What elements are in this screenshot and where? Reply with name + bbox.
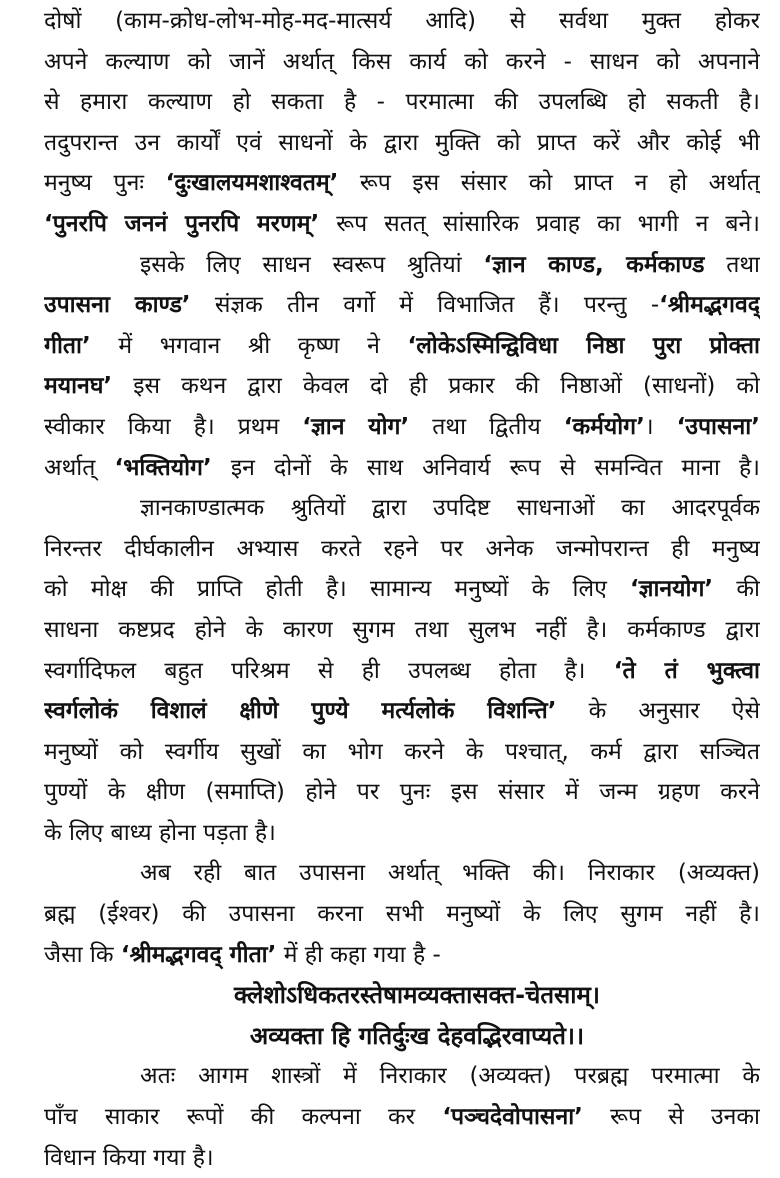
paragraph-start-line [44,853,760,894]
paragraph-start-line [44,245,760,286]
bold-text-segment: ‘पञ्चदेवोपासना’ [442,1104,583,1131]
text-line [44,204,760,245]
text-line [44,326,760,367]
bold-text-segment: ‘ते तं भुक्त्वा [613,657,760,684]
text-segment: अतः आगम शास्त्रों में निराकार (अव्यक्त) परब्रह्म परमात्मा के [140,1063,760,1090]
paragraph-end-line [44,813,760,854]
text-line [44,1097,760,1138]
text-segment: मनुष्य पुनः [44,170,166,197]
text-line [44,163,760,204]
text-segment: तथा द्वितीय [409,413,564,440]
text-segment: रूप इस संसार को प्राप्त न हो अर्थात् [338,170,760,197]
bold-text-segment: स्वर्गलोकं विशालं क्षीणे पुण्ये मर्त्यलोकं विशन्ति’ [44,698,557,725]
bold-text-segment: ‘कर्मयोग’ [563,413,645,440]
verse-line-1 [44,975,760,1016]
text-segment: से हमारा कल्याण हो सकता है - परमात्मा की उपलब्धि हो सकती है। [44,89,760,116]
text-segment: इन दोनों के साथ अनिवार्य रूप से समन्वित माना है। [211,454,760,481]
bold-text-segment: ‘उपासना’ [676,413,760,440]
bold-text-segment: ‘श्रीमद्भगवद् गीता’ [120,941,277,968]
text-segment: को मोक्ष की प्राप्ति होती है। सामान्य मनुष्यों के लिए [44,576,630,603]
text-line [44,123,760,164]
text-segment: इसके लिए साधन स्वरूप श्रुतियां [140,251,484,278]
bold-text-segment: ‘दुःखालयमशाश्वतम्’ [165,170,339,197]
bold-text-segment: उपासना काण्ड’ [44,292,191,319]
bold-text-segment: गीता’ [44,332,91,359]
text-segment: की [713,576,760,603]
bold-text-segment: ‘श्रीमद्भगवद् [659,292,760,319]
text-segment: निरन्तर दीर्घकालीन अभ्यास करते रहने पर अनेक जन्मोपरान्त ही मनुष्य [44,535,760,562]
text-segment: पुण्यों के क्षीण (समाप्ति) होने पर पुनः इस संसार में जन्म ग्रहण करने [44,779,760,806]
paragraph-start-line [44,488,760,529]
bold-text-segment: ‘ज्ञान योग’ [302,413,410,440]
text-line [44,366,760,407]
text-segment: में ही कहा गया है - [276,941,441,968]
text-segment: रूप से उनका [582,1104,760,1131]
paragraph-end-line [44,1138,760,1178]
text-segment: जैसा कि [44,941,121,968]
text-line [44,894,760,935]
document-page [0,1,780,1171]
text-segment: पाँच साकार रूपों की कल्पना कर [44,1104,443,1131]
text-segment: ब्रह्म (ईश्वर) की उपासना करना सभी मनुष्यों के लिए सुगम नहीं है। [44,901,760,928]
text-segment: में भगवान श्री कृष्ण ने [90,332,408,359]
text-segment: इस कथन द्वारा केवल दो ही प्रकार की निष्ठाओं (साधनों) को [112,373,760,400]
bold-text-segment: ‘लोकेऽस्मिन्द्विविधा निष्ठा पुरा प्रोक्ता [407,332,760,359]
text-segment: अब रही बात उपासना अर्थात् भक्ति की। निराकार (अव्यक्त) [140,860,760,887]
text-segment: संज्ञक तीन वर्गो में विभाजित हैं। परन्तु - [190,292,660,319]
text-line [44,529,760,570]
text-segment: तथा [704,251,760,278]
text-segment: के अनुसार ऐसे [556,698,760,725]
text-segment: अर्थात् [44,454,115,481]
paragraph-start-line [44,1056,760,1097]
text-segment: के लिए बाध्य होना पड़ता है। [44,819,276,846]
text-line [44,1,760,42]
text-line [44,285,760,326]
text-segment: स्वर्गादिफल बहुत परिश्रम से ही उपलब्ध होता है। [44,657,614,684]
text-line [44,610,760,651]
text-segment: रूप सतत् सांसारिक प्रवाह का भागी न बने। [319,210,760,237]
text-segment: ज्ञानकाण्डात्मक श्रुतियों द्वारा उपदिष्ट साधनाओं का आदरपूर्वक [140,495,760,522]
text-segment: साधना कष्टप्रद होने के कारण सुगम तथा सुलभ नहीं है। कर्मकाण्ड द्वारा [44,616,760,643]
text-line [44,407,760,448]
text-segment: दोषों (काम-क्रोध-लोभ-मोह-मद-मात्सर्य आदि) से सर्वथा मुक्त होकर [44,8,760,34]
bold-text-segment: अव्यक्ता हि गतिर्दुःख देहवद्भिरवाप्यते।। [249,1021,585,1050]
bold-text-segment: मयानघ’ [44,373,113,400]
text-segment: स्वीकार किया है। प्रथम [44,413,303,440]
text-line [44,42,760,83]
text-line [44,82,760,123]
bold-text-segment: ‘ज्ञान काण्ड, कर्मकाण्ड [483,251,705,278]
text-line [44,772,760,813]
text-segment: तदुपरान्त उन कार्यों एवं साधनों के द्वारा मुक्ति को प्राप्त करें और कोई भी [44,129,760,156]
text-segment: अपने कल्याण को जानें अर्थात् किस कार्य को करने - साधन को अपनाने [44,48,760,75]
text-line [44,691,760,732]
text-line [44,448,760,489]
text-line [44,732,760,773]
bold-text-segment: ‘पुनरपि जननं पुनरपि मरणम्’ [44,210,320,237]
text-line [44,651,760,692]
bold-text-segment: क्लेशोऽधिकतरस्तेषामव्यक्तासक्त-चेतसाम्। [234,981,600,1010]
text-segment: । [644,413,677,440]
verse-line-2 [44,1016,760,1057]
text-segment: मनुष्यों को स्वर्गीय सुखों का भोग करने के पश्चात्, कर्म द्वारा सञ्चित [44,738,760,765]
bold-text-segment: ‘ज्ञानयोग’ [629,576,714,603]
text-line [44,569,760,610]
bold-text-segment: ‘भक्तियोग’ [114,454,212,481]
text-line [44,935,760,976]
text-segment: विधान किया गया है। [44,1144,214,1171]
